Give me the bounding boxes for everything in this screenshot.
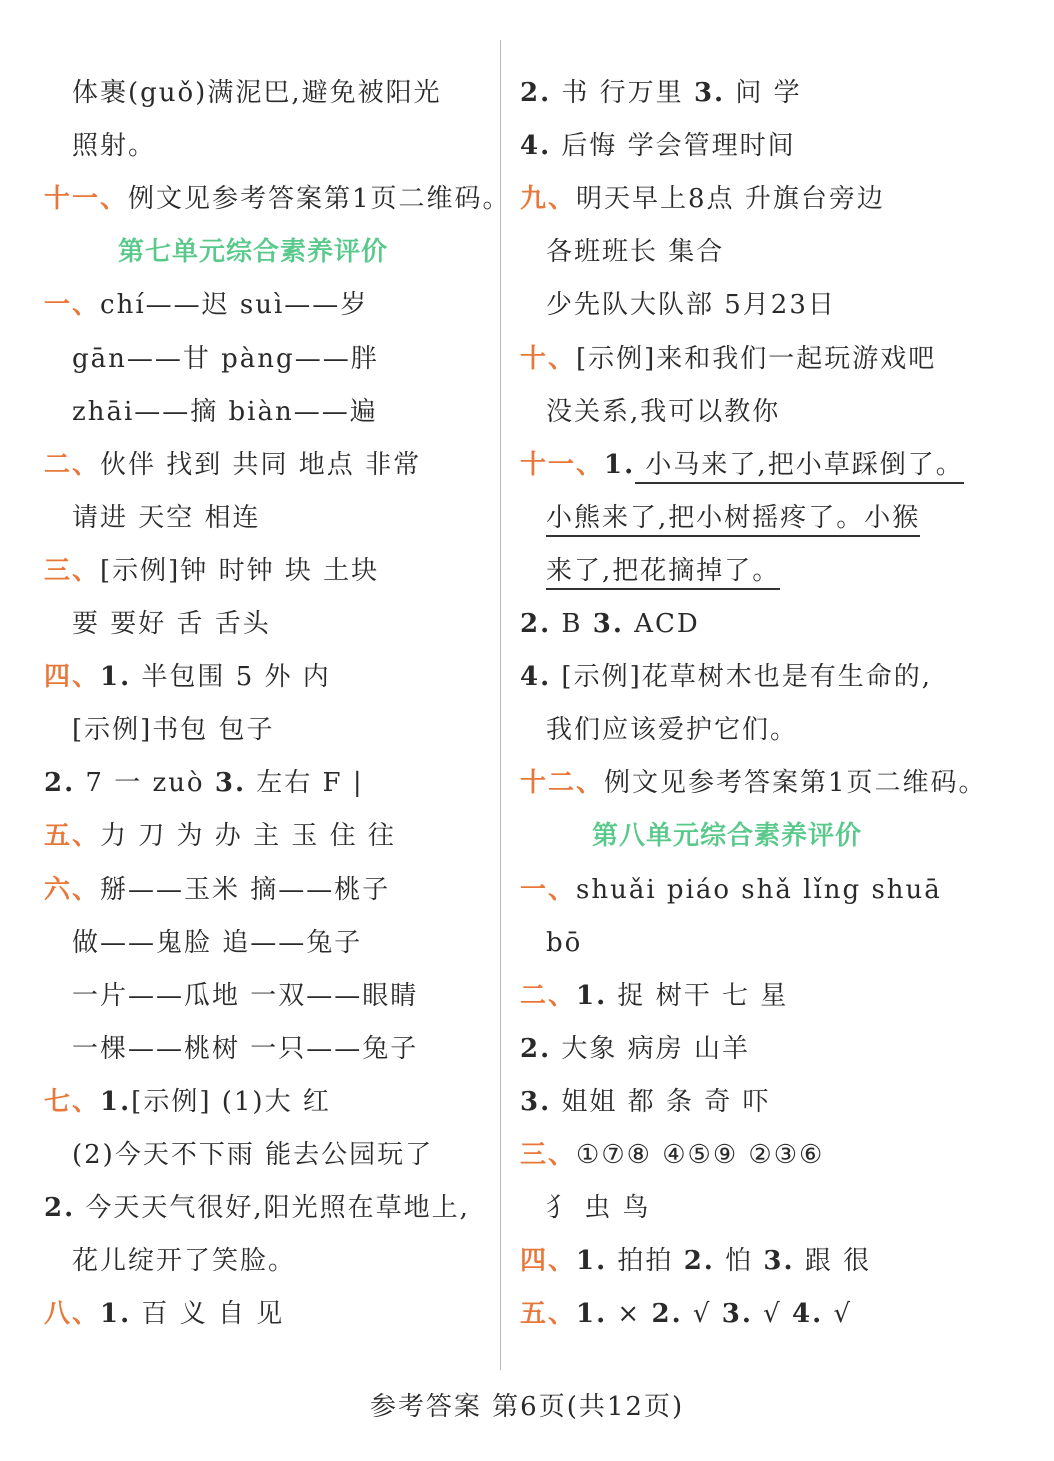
answer-line (44, 819, 396, 853)
answer-line (72, 607, 271, 641)
answer-line (72, 1032, 418, 1066)
item-number: 4. (520, 131, 552, 161)
answer-line (72, 342, 379, 376)
item-number: 4. (792, 1299, 824, 1329)
answer-text: ①⑦⑧ ④⑤⑨ ②③⑥ (576, 1140, 825, 1170)
answer-line (72, 501, 261, 535)
answer-line (44, 660, 331, 694)
item-number: 1. (100, 1299, 132, 1329)
answer-line (546, 1191, 651, 1225)
item-number: 3. (693, 78, 726, 108)
answer-text: [示例]来和我们一起玩游戏吧 (576, 344, 937, 374)
section-number: 三、 (44, 556, 101, 586)
item-number: 1. (576, 1246, 608, 1276)
section-heading: 第八单元综合素养评价 (592, 821, 863, 851)
answer-line (520, 129, 796, 163)
answer-text: 花儿绽开了笑脸。 (72, 1246, 297, 1276)
answer-text: 大象 病房 山羊 (551, 1034, 750, 1064)
answer-text: 拍拍 (607, 1246, 684, 1276)
answer-line (546, 235, 724, 269)
item-number: 3. (763, 1246, 795, 1276)
answer-line (44, 554, 379, 588)
answer-text: 明天早上8点 升旗台旁边 (576, 184, 885, 214)
answer-text: 捉 树干 七 星 (607, 981, 789, 1011)
answer-line (44, 1191, 470, 1225)
answer-text: 今天天气很好,阳光照在草地上, (75, 1193, 470, 1223)
answer-text: 请进 天空 相连 (72, 503, 261, 533)
answer-line (520, 76, 802, 110)
answer-line (520, 342, 936, 376)
section-number: 十、 (520, 344, 577, 374)
answer-text: 少先队大队部 5月23日 (546, 290, 836, 320)
answer-text: 7 一 zuò (75, 768, 215, 798)
item-number: 1. (100, 1087, 132, 1117)
answer-text: 照射。 (72, 131, 157, 161)
answer-line (72, 76, 442, 110)
answer-line (520, 1032, 750, 1066)
answer-line (520, 660, 932, 694)
answer-line (546, 288, 836, 322)
answer-text: [示例]钟 时钟 块 土块 (100, 556, 380, 586)
section-heading: 第七单元综合素养评价 (118, 237, 389, 267)
section-number: 十一、 (520, 450, 605, 480)
answer-text: 一片——瓜地 一双——眼睛 (72, 981, 419, 1011)
answer-text: (2)今天不下雨 能去公园玩了 (72, 1140, 434, 1170)
answer-text: 百 义 自 见 (131, 1299, 285, 1329)
answer-text: 伙伴 找到 共同 地点 非常 (100, 450, 422, 480)
answer-text: 左右 F | (246, 768, 364, 798)
answer-text: 各班班长 集合 (546, 237, 725, 267)
answer-line (72, 395, 378, 429)
answer-line (546, 554, 780, 588)
answer-text: 一棵——桃树 一只——兔子 (72, 1034, 419, 1064)
answer-text: 半包围 5 外 内 (131, 662, 331, 692)
item-number: 2. (44, 768, 76, 798)
section-number: 四、 (44, 662, 101, 692)
answer-line (72, 926, 362, 960)
item-number: 3. (592, 609, 624, 639)
answer-line (72, 129, 156, 163)
answer-text: (1)大 红 (211, 1087, 331, 1117)
answer-line (546, 713, 798, 747)
item-number: 2. (520, 78, 552, 108)
answer-text: 做——鬼脸 追——兔子 (72, 928, 363, 958)
answer-text: × (607, 1299, 652, 1329)
section-number: 三、 (520, 1140, 577, 1170)
answer-text: [示例]花草树木也是有生命的, (551, 662, 932, 692)
answer-line (44, 288, 368, 322)
page-footer: 参考答案 第6页(共12页) (369, 1392, 685, 1422)
answer-text: 后悔 学会管理时间 (551, 131, 796, 161)
answer-line (72, 713, 275, 747)
answer-text: √ (682, 1299, 722, 1329)
answer-text: 犭 虫 鸟 (546, 1193, 651, 1223)
answer-text: B (551, 609, 593, 639)
answer-text: 例文见参考答案第1页二维码。 (604, 768, 987, 798)
answer-text: 问 学 (725, 78, 802, 108)
item-number: 3. (721, 1299, 753, 1329)
answer-text: 书 行万里 (551, 78, 694, 108)
answer-text: √ (823, 1299, 853, 1329)
section-number: 一、 (520, 875, 577, 905)
section-number: 七、 (44, 1087, 101, 1117)
column-divider (500, 40, 501, 1370)
item-number: 4. (520, 662, 552, 692)
item-number: 1. (576, 981, 608, 1011)
answer-line (546, 395, 780, 429)
answer-text: chí——迟 suì——岁 (100, 290, 369, 320)
answer-line (44, 448, 421, 482)
section-number: 五、 (520, 1299, 577, 1329)
answer-line (44, 1297, 284, 1331)
answer-line (72, 1244, 296, 1278)
answer-text: 我们应该爱护它们。 (546, 715, 799, 745)
answer-line (520, 1297, 852, 1331)
item-number: 1. (604, 450, 636, 480)
answer-text: zhāi——摘 biàn——遍 (72, 397, 378, 427)
answer-text: 跟 很 (794, 1246, 872, 1276)
item-number: 2. (520, 1034, 552, 1064)
section-number: 一、 (44, 290, 101, 320)
section-number: 九、 (520, 184, 577, 214)
answer-line (72, 979, 418, 1013)
answer-text: 姐姐 都 条 奇 吓 (551, 1087, 771, 1117)
item-number: 3. (520, 1087, 552, 1117)
answer-text: 要 要好 舌 舌头 (72, 609, 271, 639)
answer-line (520, 1138, 824, 1172)
section-number: 十二、 (520, 768, 605, 798)
answer-text: 掰——玉米 摘——桃子 (100, 875, 391, 905)
answer-line (546, 501, 920, 535)
answer-text: gān——甘 pàng——胖 (72, 344, 379, 374)
answer-line (520, 1085, 770, 1119)
answer-line (44, 1085, 331, 1119)
answer-text: 没关系,我可以教你 (546, 397, 781, 427)
answer-line (520, 607, 700, 641)
answer-text: [示例] (131, 1087, 212, 1117)
item-number: 2. (683, 1246, 715, 1276)
item-number: 3. (214, 768, 247, 798)
answer-text: 力 刀 为 办 主 玉 住 往 (100, 821, 396, 851)
answer-text: ACD (623, 609, 700, 639)
answer-text: [示例]书包 包子 (72, 715, 275, 745)
answer-line (44, 182, 511, 216)
section-number: 八、 (44, 1299, 101, 1329)
underlined-answer: 小马来了,把小草踩倒了。 (635, 450, 964, 484)
section-number: 四、 (520, 1246, 577, 1276)
answer-text: shuǎi piáo shǎ lǐng shuā (576, 875, 942, 905)
answer-line (72, 1138, 433, 1172)
answer-line (546, 926, 582, 960)
answer-line (44, 766, 364, 800)
section-number: 六、 (44, 875, 101, 905)
answer-line (520, 1244, 871, 1278)
answer-line (520, 182, 885, 216)
answer-line (520, 873, 942, 907)
item-number: 1. (100, 662, 132, 692)
answer-text: 体裹(guǒ)满泥巴,避免被阳光 (72, 78, 442, 108)
answer-text: √ (752, 1299, 793, 1329)
underlined-answer: 来了,把花摘掉了。 (546, 556, 780, 590)
section-number: 二、 (520, 981, 577, 1011)
answer-text: bō (546, 928, 583, 958)
section-number: 二、 (44, 450, 101, 480)
answer-line (520, 766, 987, 800)
item-number: 2. (520, 609, 552, 639)
item-number: 2. (651, 1299, 683, 1329)
section-number: 五、 (44, 821, 101, 851)
answer-line (44, 873, 390, 907)
section-number: 十一、 (44, 184, 129, 214)
answer-line (520, 979, 788, 1013)
underlined-answer: 小熊来了,把小树摇疼了。小猴 (546, 503, 920, 537)
answer-text: 怕 (714, 1246, 764, 1276)
answer-text: 例文见参考答案第1页二维码。 (128, 184, 511, 214)
answer-line (520, 448, 964, 482)
item-number: 1. (576, 1299, 608, 1329)
item-number: 2. (44, 1193, 76, 1223)
